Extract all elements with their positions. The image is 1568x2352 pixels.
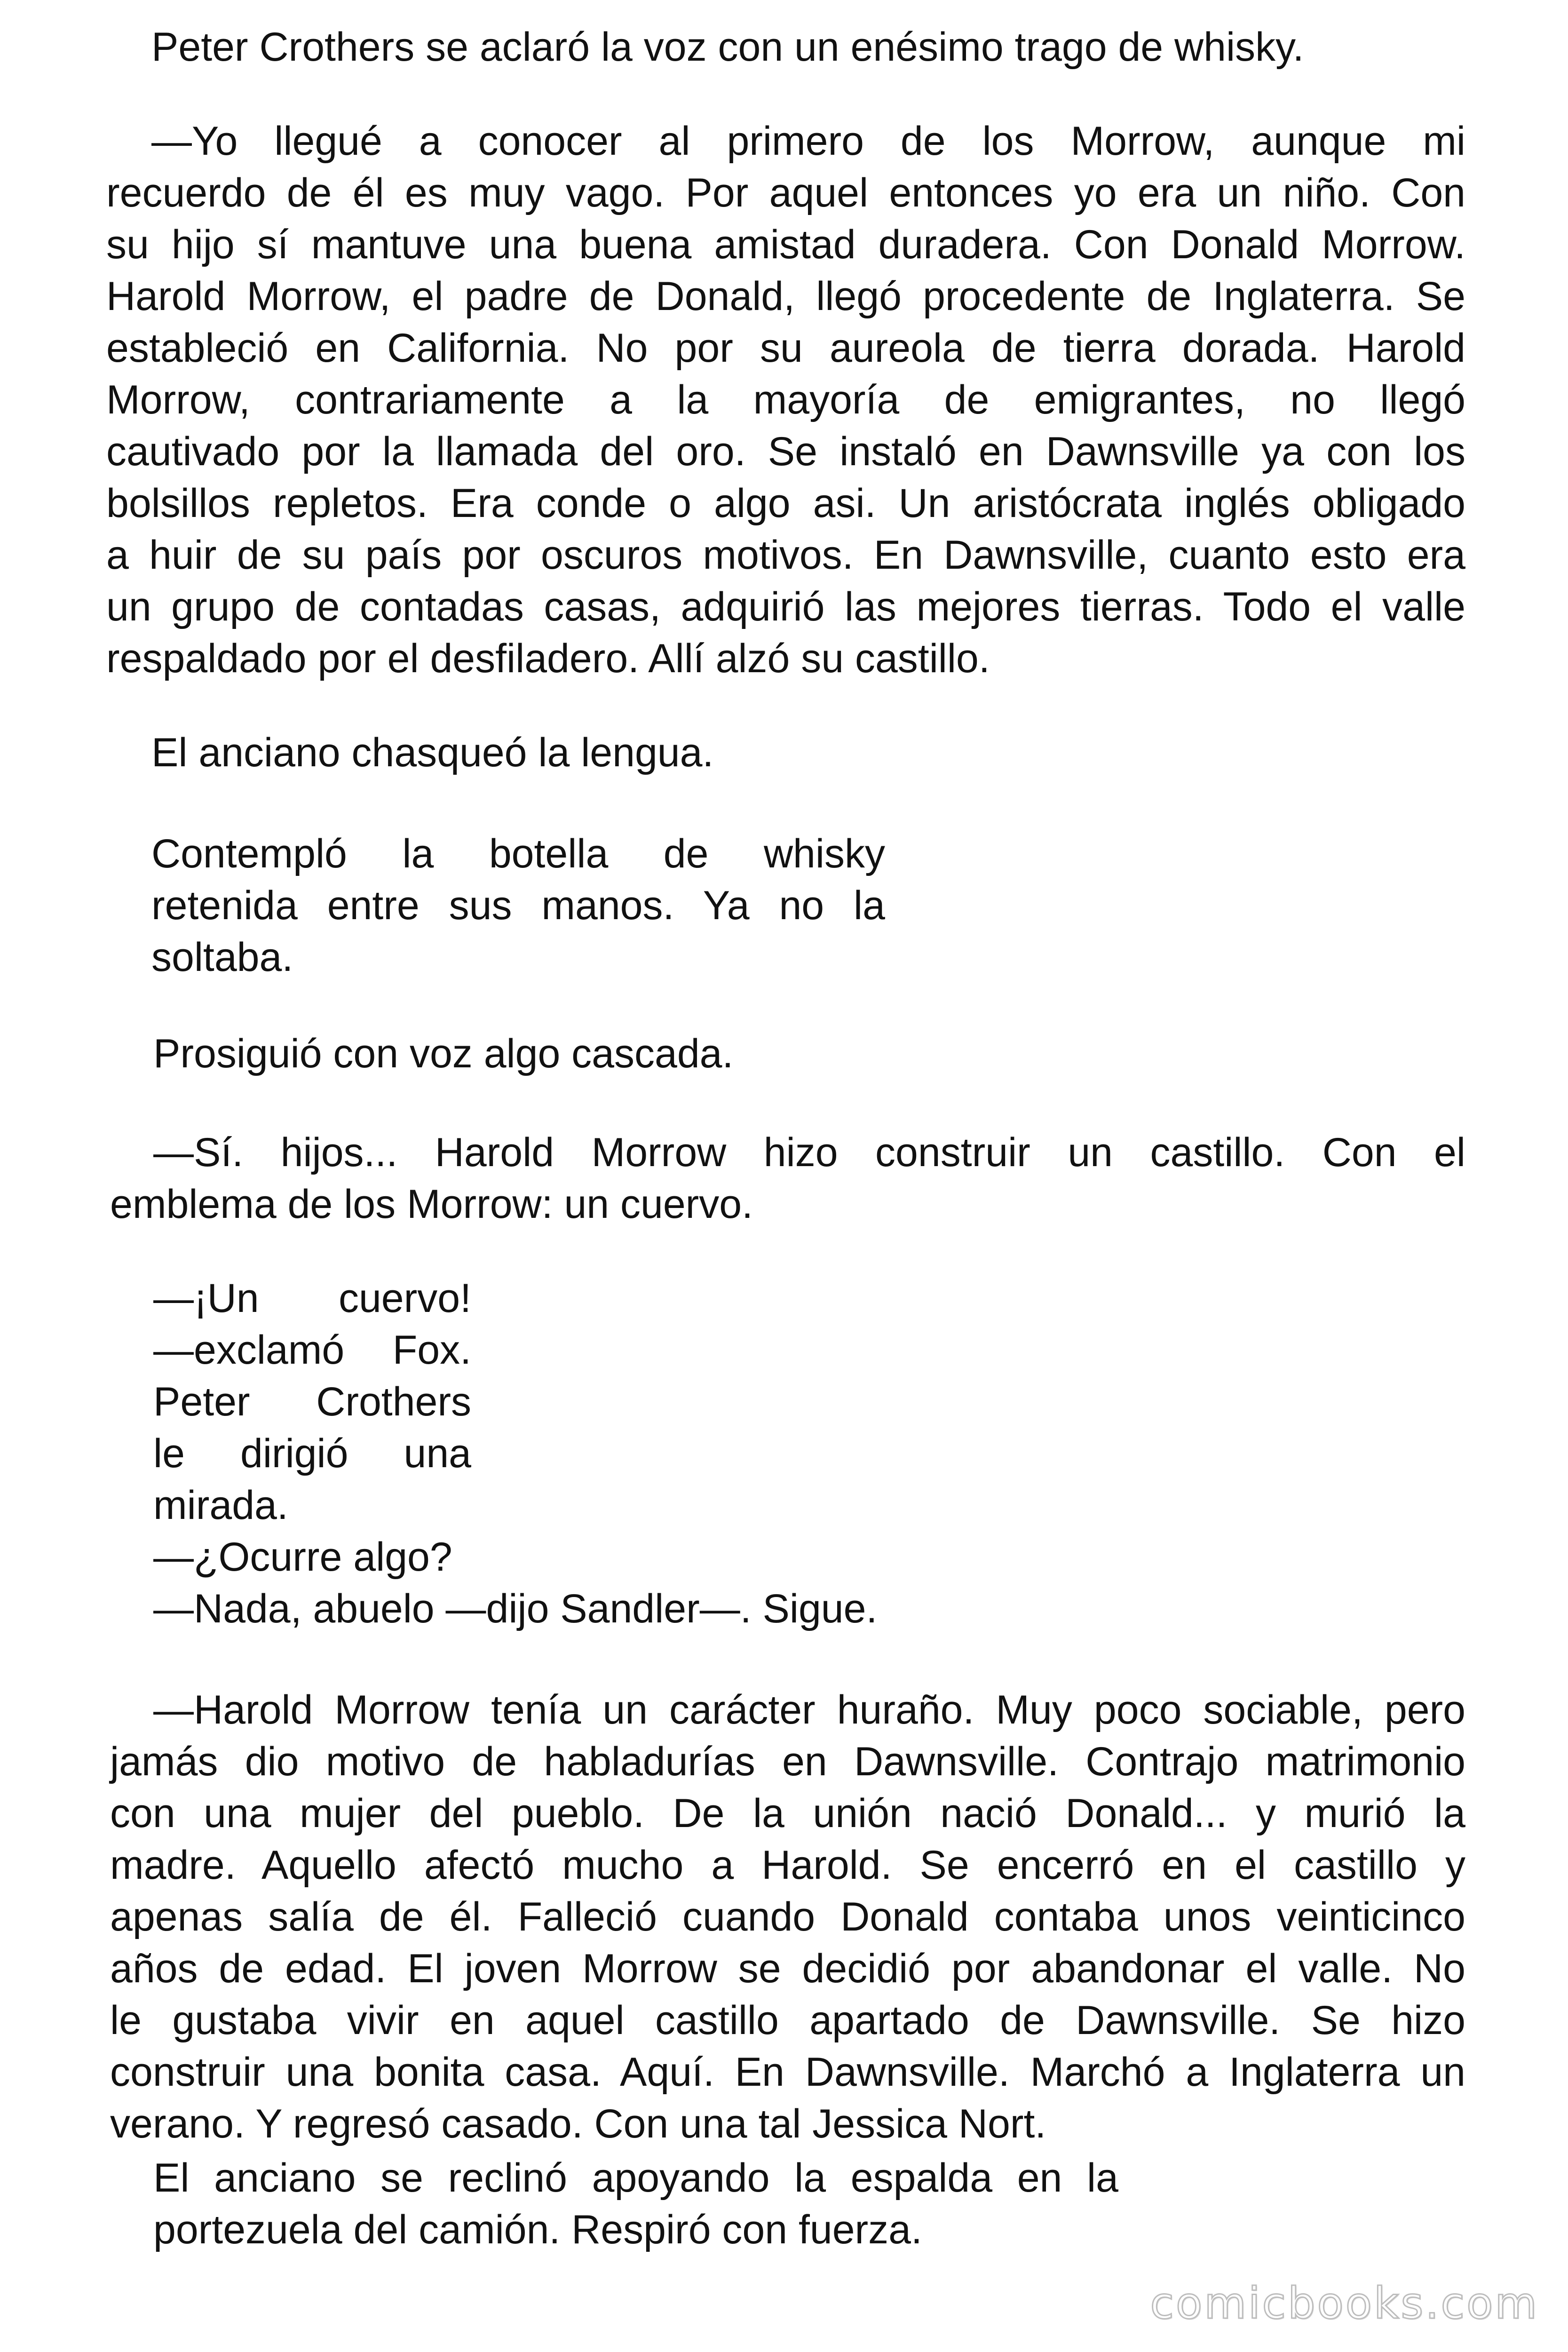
paragraph-line: —Nada, abuelo —dijo Sandler—. Sigue. xyxy=(153,1586,878,1631)
paragraph-line: jamás dio motivo de habladurías en Dawnsville. Contrajo matrimonio xyxy=(110,1739,1465,1784)
paragraph-line: —¡Un cuervo! xyxy=(153,1276,471,1321)
paragraph-line: soltaba. xyxy=(151,935,293,980)
paragraph-line: respaldado por el desfiladero. Allí alzó su castillo. xyxy=(106,636,990,681)
paragraph-3 xyxy=(106,727,1465,779)
paragraph-line: años de edad. El joven Morrow se decidió por abandonar el valle. No xyxy=(110,1946,1465,1991)
paragraph-1 xyxy=(106,21,1465,73)
paragraph-line: a huir de su país por oscuros motivos. En Dawnsville, cuanto esto era xyxy=(106,532,1465,578)
paragraph-line: El anciano chasqueó la lengua. xyxy=(151,730,714,775)
paragraph-line: —exclamó Fox. xyxy=(153,1327,471,1373)
paragraph-line: —¿Ocurre algo? xyxy=(153,1534,452,1580)
paragraph-line: un grupo de contadas casas, adquirió las mejores tierras. Todo el valle xyxy=(106,584,1465,629)
paragraph-line: —Yo llegué a conocer al primero de los Morrow, aunque mi xyxy=(151,119,1465,164)
paragraph-line: verano. Y regresó casado. Con una tal Jessica Nort. xyxy=(110,2101,1046,2146)
paragraph-line: estableció en California. No por su aureola de tierra dorada. Harold xyxy=(106,326,1465,371)
paragraph-7 xyxy=(153,1272,878,1635)
paragraph-line: con una mujer del pueblo. De la unión nació Donald... y murió la xyxy=(110,1791,1465,1836)
paragraph-line: madre. Aquello afectó mucho a Harold. Se encerró en el castillo y xyxy=(110,1843,1465,1888)
paragraph-line: apenas salía de él. Falleció cuando Donald contaba unos veinticinco xyxy=(110,1894,1465,1939)
paragraph-line: su hijo sí mantuve una buena amistad duradera. Con Donald Morrow. xyxy=(106,222,1465,267)
paragraph-8 xyxy=(110,1684,1465,2150)
watermark: comicbooks.com xyxy=(1150,2278,1539,2328)
paragraph-line: Harold Morrow, el padre de Donald, llegó procedente de Inglaterra. Se xyxy=(106,274,1465,319)
paragraph-line: Prosiguió con voz algo cascada. xyxy=(153,1031,734,1076)
paragraph-line: mirada. xyxy=(153,1483,288,1528)
paragraph-line: emblema de los Morrow: un cuervo. xyxy=(110,1182,753,1227)
paragraph-2 xyxy=(106,115,1465,684)
paragraph-line: cautivado por la llamada del oro. Se instaló en Dawnsville ya con los xyxy=(106,429,1465,474)
paragraph-line: retenida entre sus manos. Ya no la xyxy=(151,883,885,928)
paragraph-line: Contempló la botella de whisky xyxy=(151,831,885,876)
paragraph-line: portezuela del camión. Respiró con fuerza. xyxy=(153,2207,922,2252)
paragraph-5 xyxy=(153,1028,1465,1080)
paragraph-line: Peter Crothers xyxy=(153,1379,471,1424)
paragraph-6 xyxy=(110,1127,1465,1230)
paragraph-line: recuerdo de él es muy vago. Por aquel entonces yo era un niño. Con xyxy=(106,170,1465,215)
paragraph-9 xyxy=(153,2152,1118,2256)
paragraph-line: —Sí. hijos... Harold Morrow hizo construir un castillo. Con el xyxy=(153,1130,1465,1175)
paragraph-4 xyxy=(151,828,885,983)
paragraph-line: El anciano se reclinó apoyando la espalda en la xyxy=(153,2155,1118,2201)
paragraph-line: Morrow, contrariamente a la mayoría de emigrantes, no llegó xyxy=(106,377,1465,422)
paragraph-line: le gustaba vivir en aquel castillo apartado de Dawnsville. Se hizo xyxy=(110,1998,1465,2043)
paragraph-line: construir una bonita casa. Aquí. En Dawnsville. Marchó a Inglaterra un xyxy=(110,2050,1465,2095)
paragraph-line: —Harold Morrow tenía un carácter huraño. Muy poco sociable, pero xyxy=(153,1687,1465,1732)
paragraph-line: Peter Crothers se aclaró la voz con un enésimo trago de whisky. xyxy=(151,24,1304,70)
paragraph-line: le dirigió una xyxy=(153,1431,471,1476)
paragraph-line: bolsillos repletos. Era conde o algo asi. Un aristócrata inglés obligado xyxy=(106,481,1465,526)
